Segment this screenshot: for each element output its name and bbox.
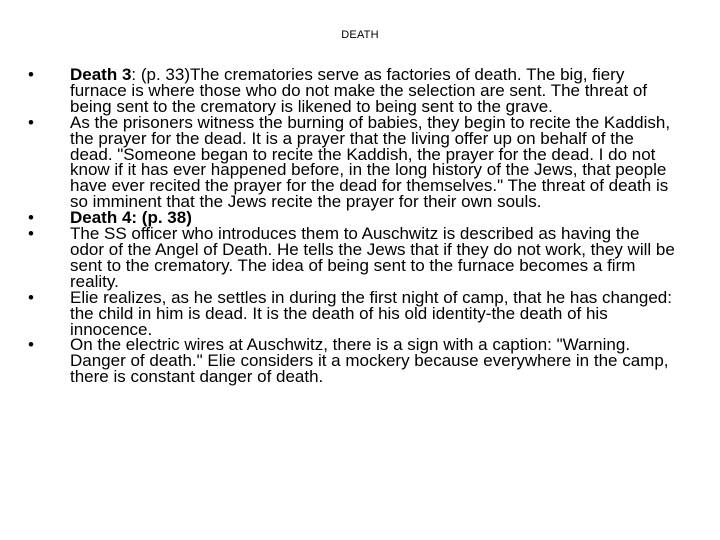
bullet-item-ss-officer <box>28 226 678 290</box>
bullet-dot-icon: • <box>28 335 34 355</box>
bullet-dot-icon: • <box>28 287 34 307</box>
bullet-item-kaddish <box>28 112 678 212</box>
bullet-dot-icon: • <box>28 208 34 228</box>
bullet-text: Elie realizes, as he settles in during the first night of camp, that he has changed: the child in him is dead. It is the death of his old identity-the death of his innocence. <box>70 287 672 339</box>
bullet-text: As the prisoners witness the burning of babies, they begin to recite the Kaddish, the prayer for the dead. It is a prayer that the living offer up on behalf of the dead. "Someone began to recite the Kaddish, the prayer for the dead. I do not know if it has ever happened before, in the long history of the Jews, that people have ever recited the prayer for the dead for themselves." The threat of death is so imminent that the Jews recite the prayer for their own souls. <box>70 112 671 212</box>
bullet-item-death-3 <box>28 67 678 115</box>
bullet-heading: Death 4: (p. 38) <box>70 208 192 228</box>
bullet-heading: Death 3 <box>70 65 132 84</box>
bullet-dot-icon: • <box>28 224 34 244</box>
slide-title: DEATH <box>341 29 379 41</box>
bullet-dot-icon: • <box>28 65 34 84</box>
bullet-item-elie-realizes <box>28 287 678 339</box>
bullet-text: : (p. 33)The crematories serve as factories of death. The big, fiery furnace is where those who do not make the selection are sent. The threat of being sent to the crematory is likened to being sent to the grave. <box>70 65 648 116</box>
bullet-text: The SS officer who introduces them to Auschwitz is described as having the odor of the Angel of Death. He tells the Jews that if they do not work, they will be sent to the crematory. The idea of being sent to the furnace becomes a firm reality. <box>70 224 675 291</box>
bullet-dot-icon: • <box>28 112 34 132</box>
bullet-item-electric-wires <box>28 337 678 385</box>
bullet-list <box>28 67 678 385</box>
bullet-text: On the electric wires at Auschwitz, there is a sign with a caption: "Warning. Danger of death." Elie considers it a mockery because everywhere in the camp, there is constant danger of death. <box>70 335 669 387</box>
